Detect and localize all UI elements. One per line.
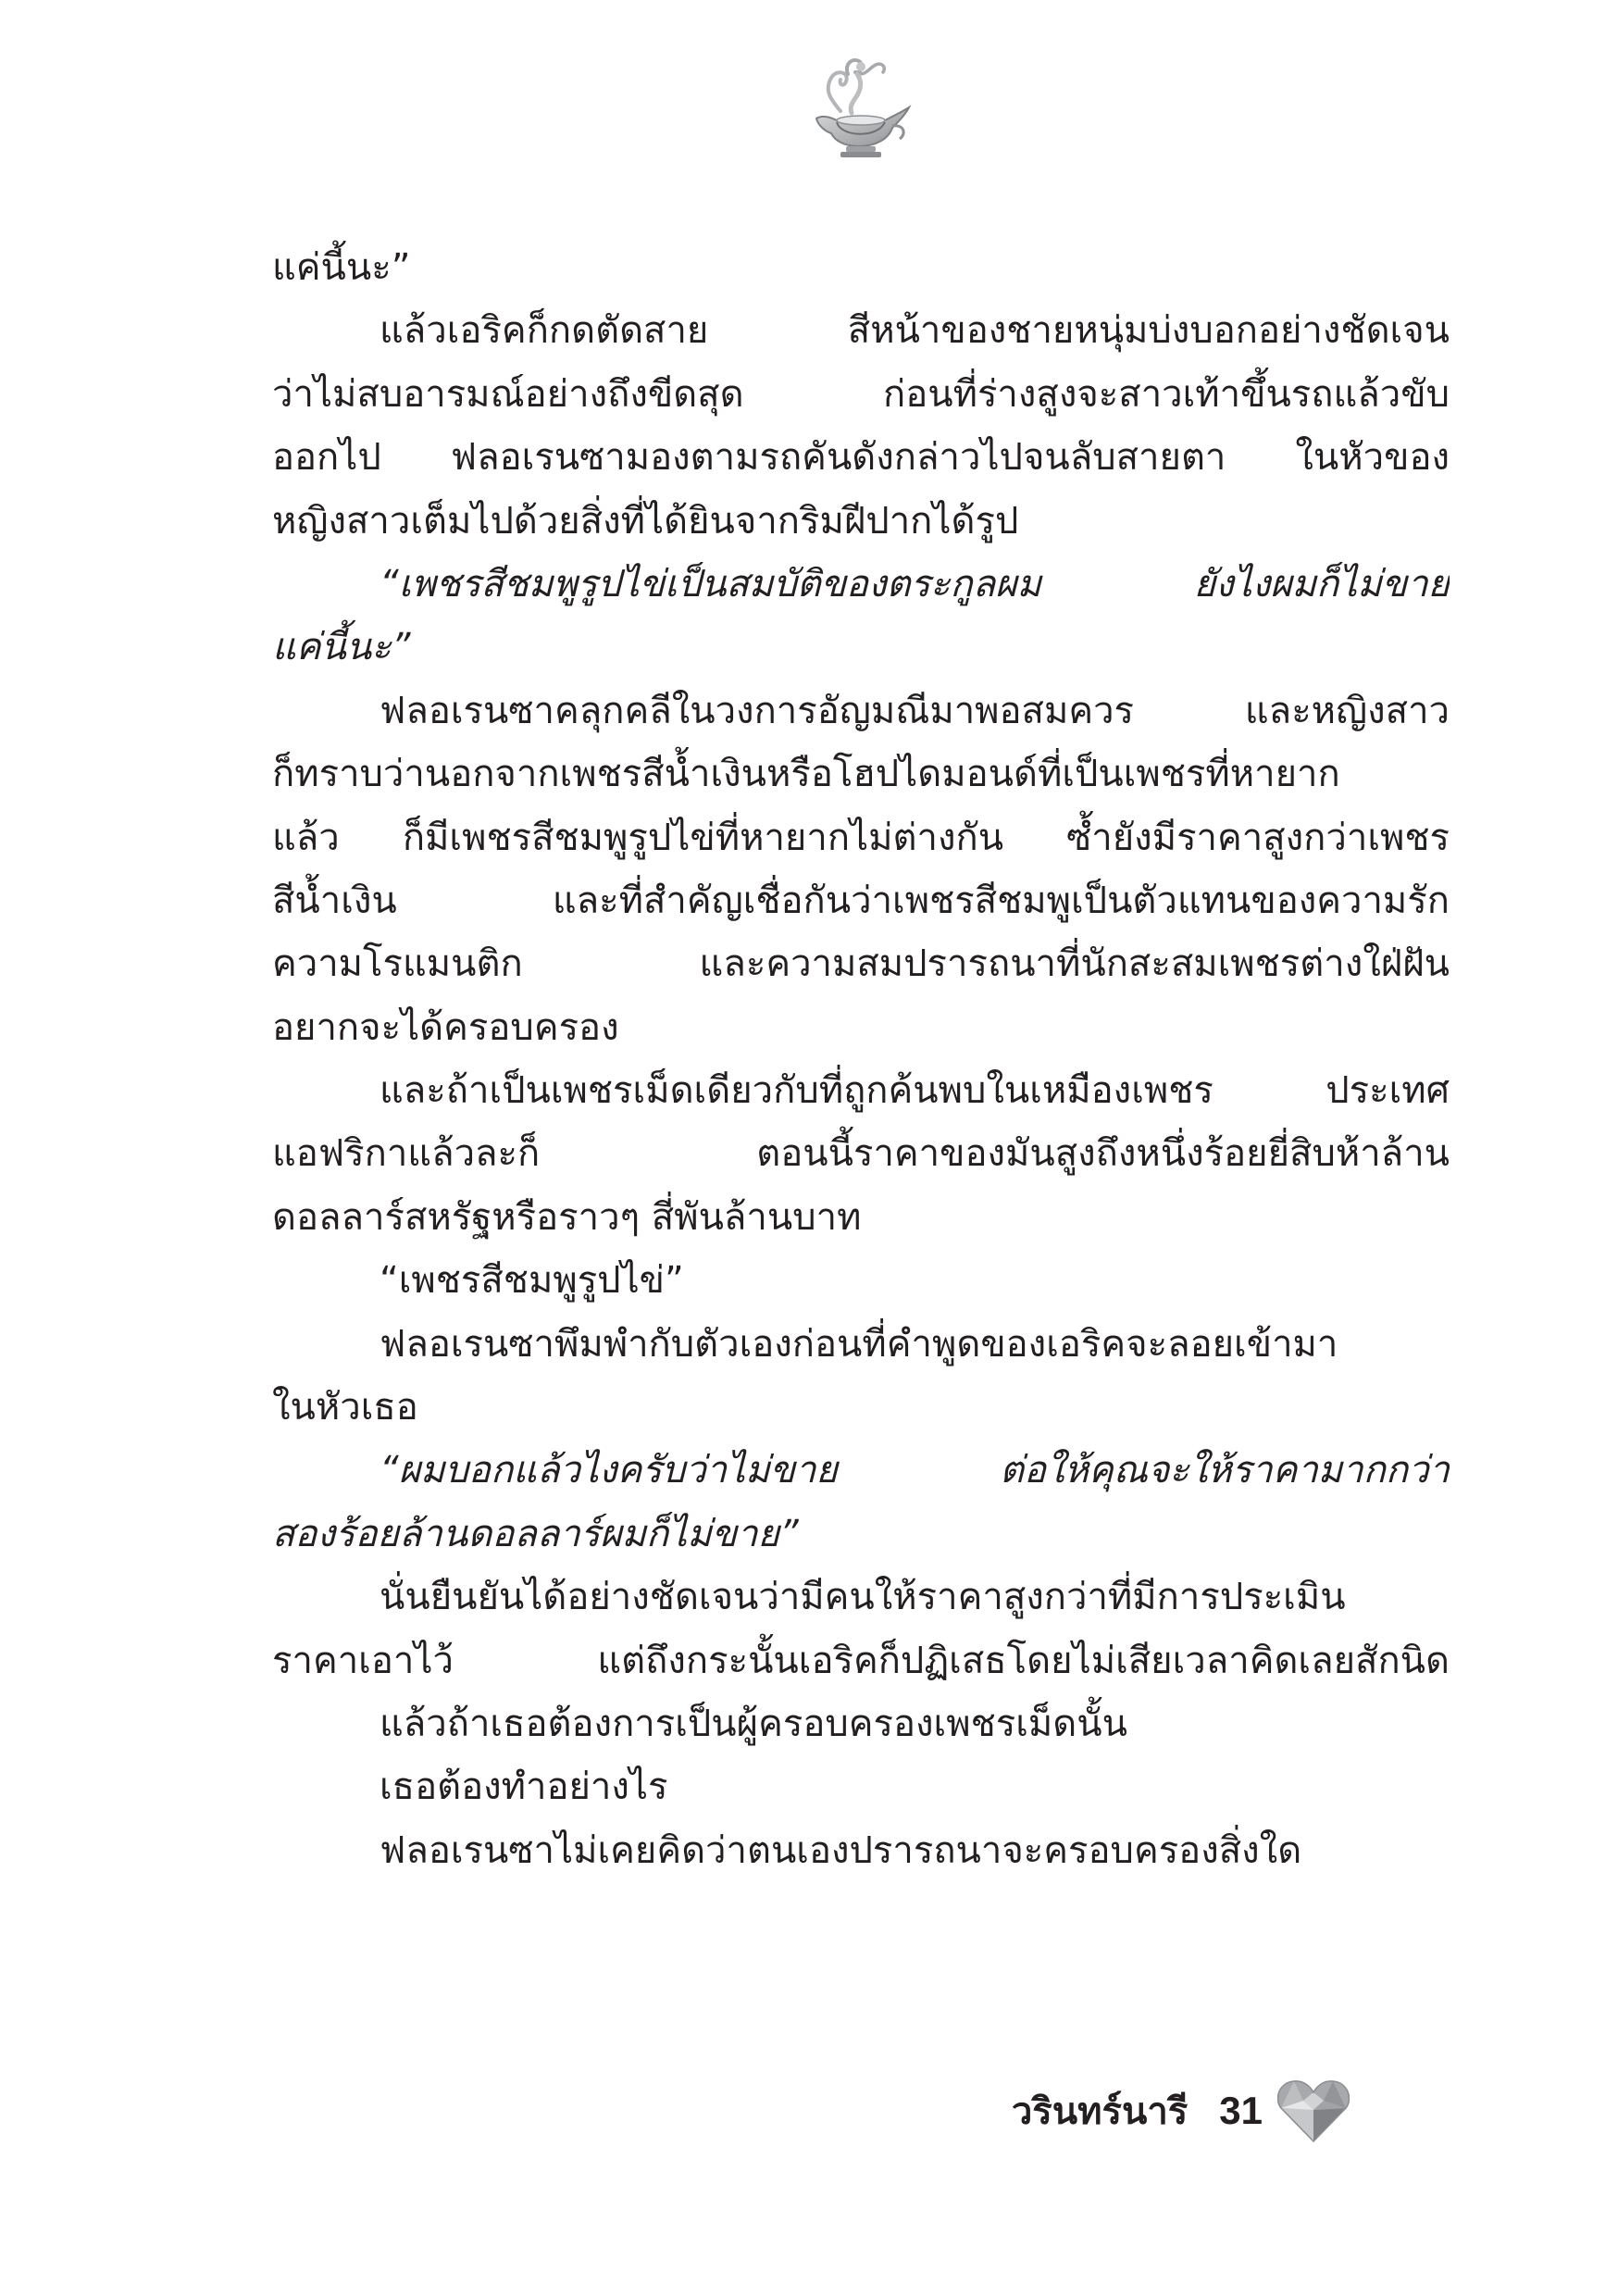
text-line: ว่าไม่สบอารมณ์อย่างถึงขีดสุด ก่อนที่ร่างสูงจะสาวเท้าขึ้นรถแล้วขับ [272,372,1450,416]
text-line: และถ้าเป็นเพชรเม็ดเดียวกับที่ถูกค้นพบในเหมืองเพชร ประเทศ [380,1069,1450,1113]
text-line: “เพชรสีชมพูรูปไข่” [380,1259,684,1303]
text-line: นั่นยืนยันได้อย่างชัดเจนว่ามีคนให้ราคาสูงกว่าที่มีการประเมิน [380,1576,1346,1619]
text-line: สีน้ำเงิน และที่สำคัญเชื่อกันว่าเพชรสีชมพูเป็นตัวแทนของความรัก [272,879,1450,922]
page-footer [1012,2078,1350,2143]
genie-lamp-icon [803,54,915,163]
book-title: วรินทร์นารี [1011,2090,1189,2133]
text-line: ในหัวเธอ [272,1386,418,1429]
text-line: ฟลอเรนซาพึมพำกับตัวเองก่อนที่คำพูดของเอริคจะลอยเข้ามา [380,1322,1338,1366]
text-line: อยากจะได้ครอบครอง [272,1005,619,1049]
text-line: “เพชรสีชมพูรูปไข่เป็นสมบัติของตระกูลผม ยังไงผมก็ไม่ขาย [380,562,1450,605]
diamond-heart-icon [1277,2078,1350,2143]
text-line: ออกไป ฟลอเรนซามองตามรถคันดังกล่าวไปจนลับสายตา ในหัวของ [272,436,1450,480]
text-line: ความโรแมนติก และความสมปรารถนาที่นักสะสมเพชรต่างใฝ่ฝัน [272,942,1450,986]
text-line: ดอลลาร์สหรัฐหรือราวๆ สี่พันล้านบาท [272,1195,862,1239]
text-line: ฟลอเรนซาไม่เคยคิดว่าตนเองปรารถนาจะครอบครองสิ่งใด [380,1828,1302,1872]
text-line: แค่นี้นะ” [272,626,411,669]
text-line: เธอต้องทำอย่างไร [380,1766,668,1809]
text-line: แอฟริกาแล้วละก็ ตอนนี้ราคาของมันสูงถึงหนึ่งร้อยยี่สิบห้าล้าน [272,1132,1450,1176]
text-line: แล้วถ้าเธอต้องการเป็นผู้ครอบครองเพชรเม็ดนั้น [380,1702,1127,1745]
text-line: แล้วเอริคก็กดตัดสาย สีหน้าของชายหนุ่มบ่งบอกอย่างชัดเจน [380,309,1450,353]
text-line: สองร้อยล้านดอลลาร์ผมก็ไม่ขาย” [272,1512,799,1555]
body-text [272,236,1450,1882]
page-number: 31 [1219,2089,1263,2132]
text-line: แค่นี้นะ” [272,246,411,289]
text-line: ฟลอเรนซาคลุกคลีในวงการอัญมณีมาพอสมควร และหญิงสาว [380,689,1450,732]
text-line: ก็ทราบว่านอกจากเพชรสีน้ำเงินหรือโฮปไดมอนด์ที่เป็นเพชรที่หายาก [272,753,1340,796]
text-line: “ผมบอกแล้วไงครับว่าไม่ขาย ต่อให้คุณจะให้ราคามากกว่า [380,1449,1450,1492]
text-line: ราคาเอาไว้ แต่ถึงกระนั้นเอริคก็ปฏิเสธโดยไม่เสียเวลาคิดเลยสักนิด [272,1639,1450,1682]
text-line: แล้ว ก็มีเพชรสีชมพูรูปไข่ที่หายากไม่ต่างกัน ซ้ำยังมีราคาสูงกว่าเพชร [272,816,1450,859]
text-line: หญิงสาวเต็มไปด้วยสิ่งที่ได้ยินจากริมฝีปากได้รูป [272,499,1019,543]
